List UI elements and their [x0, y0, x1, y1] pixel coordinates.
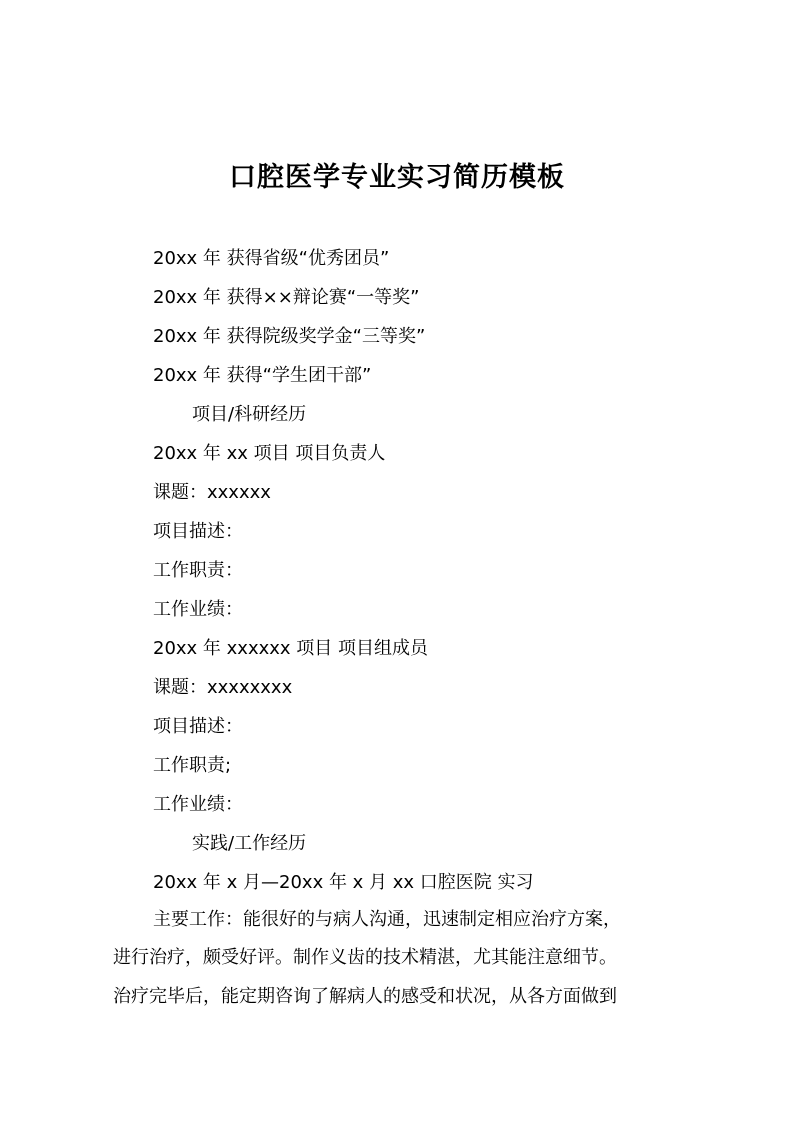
project-2-duties: 工作职责; — [153, 755, 232, 776]
project-2-achievements: 工作业绩： — [153, 794, 243, 815]
section-heading-practice: 实践/工作经历 — [192, 833, 307, 854]
section-heading-projects: 项目/科研经历 — [192, 404, 307, 425]
project-1-achievements: 工作业绩： — [153, 599, 243, 620]
project-2-topic: 课题：xxxxxxxx — [153, 677, 293, 698]
paragraph-line-1: 主要工作：能很好的与病人沟通，迅速制定相应治疗方案， — [153, 909, 621, 930]
internship-header: 20xx 年 x 月—20xx 年 x 月 xx 口腔医院 实习 — [153, 872, 534, 893]
award-line-1: 20xx 年 获得省级“优秀团员” — [153, 248, 390, 269]
award-line-2: 20xx 年 获得××辩论赛“一等奖” — [153, 287, 420, 308]
award-line-4: 20xx 年 获得“学生团干部” — [153, 365, 372, 386]
document-title: 口腔医学专业实习简历模板 — [229, 162, 565, 193]
project-2-description: 项目描述： — [153, 716, 243, 737]
paragraph-line-3: 治疗完毕后，能定期咨询了解病人的感受和状况，从各方面做到 — [113, 986, 617, 1007]
project-1-description: 项目描述： — [153, 521, 243, 542]
project-1-header: 20xx 年 xx 项目 项目负责人 — [153, 443, 386, 464]
award-line-3: 20xx 年 获得院级奖学金“三等奖” — [153, 326, 426, 347]
project-1-duties: 工作职责： — [153, 560, 243, 581]
project-1-topic: 课题：xxxxxx — [153, 482, 271, 503]
paragraph-line-2: 进行治疗，颇受好评。制作义齿的技术精湛，尤其能注意细节。 — [113, 947, 617, 968]
project-2-header: 20xx 年 xxxxxx 项目 项目组成员 — [153, 638, 429, 659]
